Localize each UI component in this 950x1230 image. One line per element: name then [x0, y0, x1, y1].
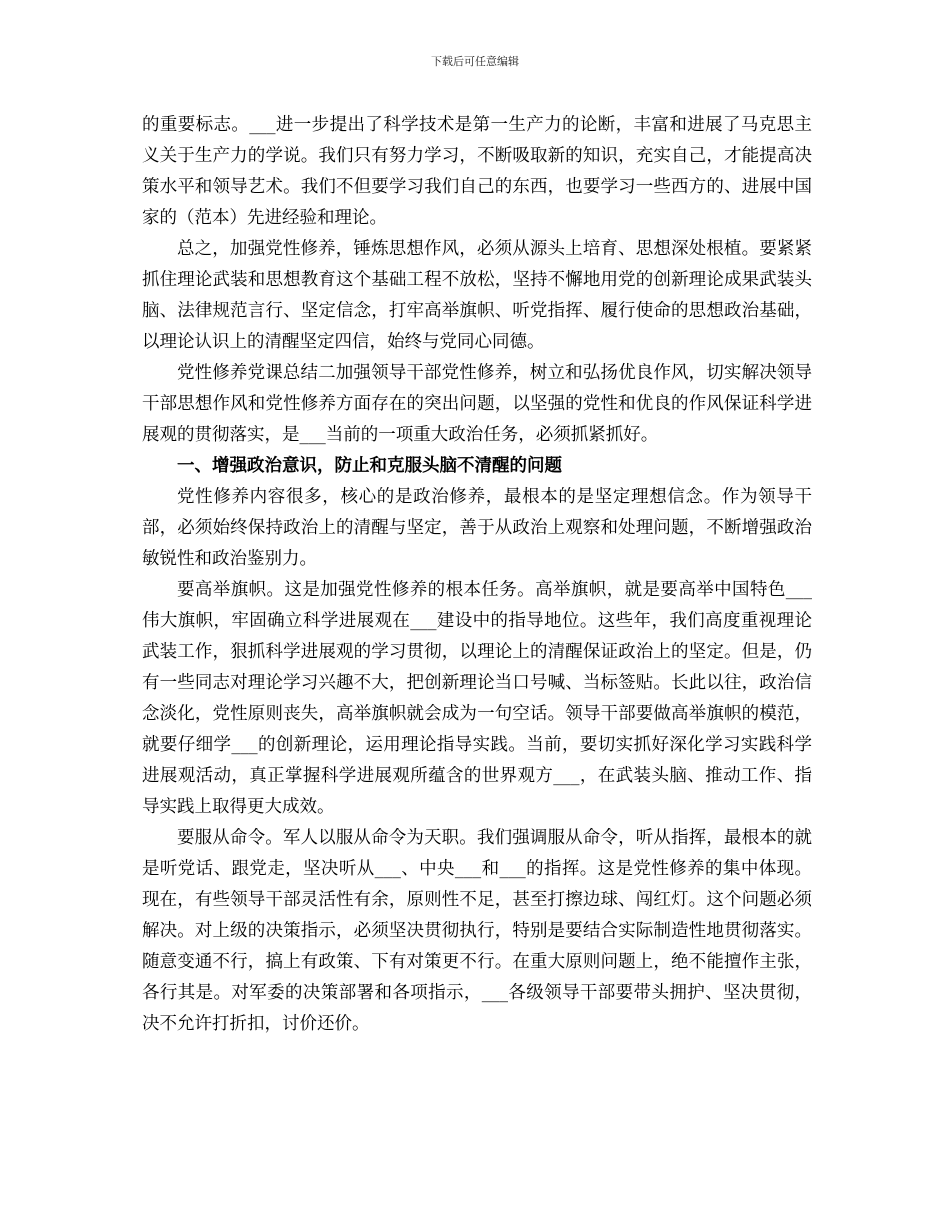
page-header: 下载后可任意编辑 [431, 55, 519, 68]
document-body [142, 110, 812, 1040]
paragraph-political-cultivation: 党性修养内容很多，核心的是政治修养，最根本的是坚定理想信念。作为领导干部，必须始终保持政治上的清醒与坚定，善于从政治上观察和处理问题，不断增强政治敏锐性和政治鉴别力。 [142, 487, 812, 569]
paragraph-hold-high-banner: 要高举旗帜。这是加强党性修养的根本任务。高举旗帜，就是要高举中国特色___伟大旗帜，牢固确立科学进展观在___建设中的指导地位。这些年，我们高度重视理论武装工作，狠抓科学进展观的学习贯彻，以理论上的清醒保证政治上的坚定。但是，仍有一些同志对理论学习兴趣不大，把创新理论当口号喊、当标签贴。长此以往，政治信念淡化，党性原则丧失，高举旗帜就会成为一句空话。领导干部要做高举旗帜的模范，就要仔细学___的创新理论，运用理论指导实践。当前，要切实抓好深化学习实践科学进展观活动，真正掌握科学进展观所蕴含的世界观方___，在武装头脑、推动工作、指导实践上取得更大成效。 [142, 580, 812, 817]
paragraph-summary: 总之，加强党性修养，锤炼思想作风，必须从源头上培育、思想深处根植。要紧紧抓住理论武装和思想教育这个基础工程不放松，坚持不懈地用党的创新理论成果武装头脑、法律规范言行、坚定信念，打牢高举旗帜、听党指挥、履行使命的思想政治基础，以理论认识上的清醒坚定四信，始终与党同心同德。 [142, 239, 812, 352]
paragraph-continuation: 的重要标志。___进一步提出了科学技术是第一生产力的论断，丰富和进展了马克思主义关于生产力的学说。我们只有努力学习，不断吸取新的知识，充实自己，才能提高决策水平和领导艺术。我们不但要学习我们自己的东西，也要学习一些西方的、进展中国家的（范本）先进经验和理论。 [142, 115, 812, 228]
section-heading-one: 一、增强政治意识，防止和克服头脑不清醒的问题 [177, 456, 562, 476]
paragraph-intro-summary-two: 党性修养党课总结二加强领导干部党性修养，树立和弘扬优良作风，切实解决领导干部思想作风和党性修养方面存在的突出问题，以坚强的党性和优良的作风保证科学进展观的贯彻落实，是___当前的一项重大政治任务，必须抓紧抓好。 [142, 363, 812, 445]
paragraph-obey-orders: 要服从命令。军人以服从命令为天职。我们强调服从命令，听从指挥，最根本的就是听党话、跟党走，坚决听从___、中央___和___的指挥。这是党性修养的集中体现。现在，有些领导干部灵活性有余，原则性不足，甚至打擦边球、闯红灯。这个问题必须解决。对上级的决策指示，必须坚决贯彻执行，特别是要结合实际制造性地贯彻落实。随意变通不行，搞上有政策、下有对策更不行。在重大原则问题上，绝不能擅作主张，各行其是。对军委的决策部署和各项指示，___各级领导干部要带头拥护、坚决贯彻，决不允许打折扣，讨价还价。 [142, 828, 812, 1034]
